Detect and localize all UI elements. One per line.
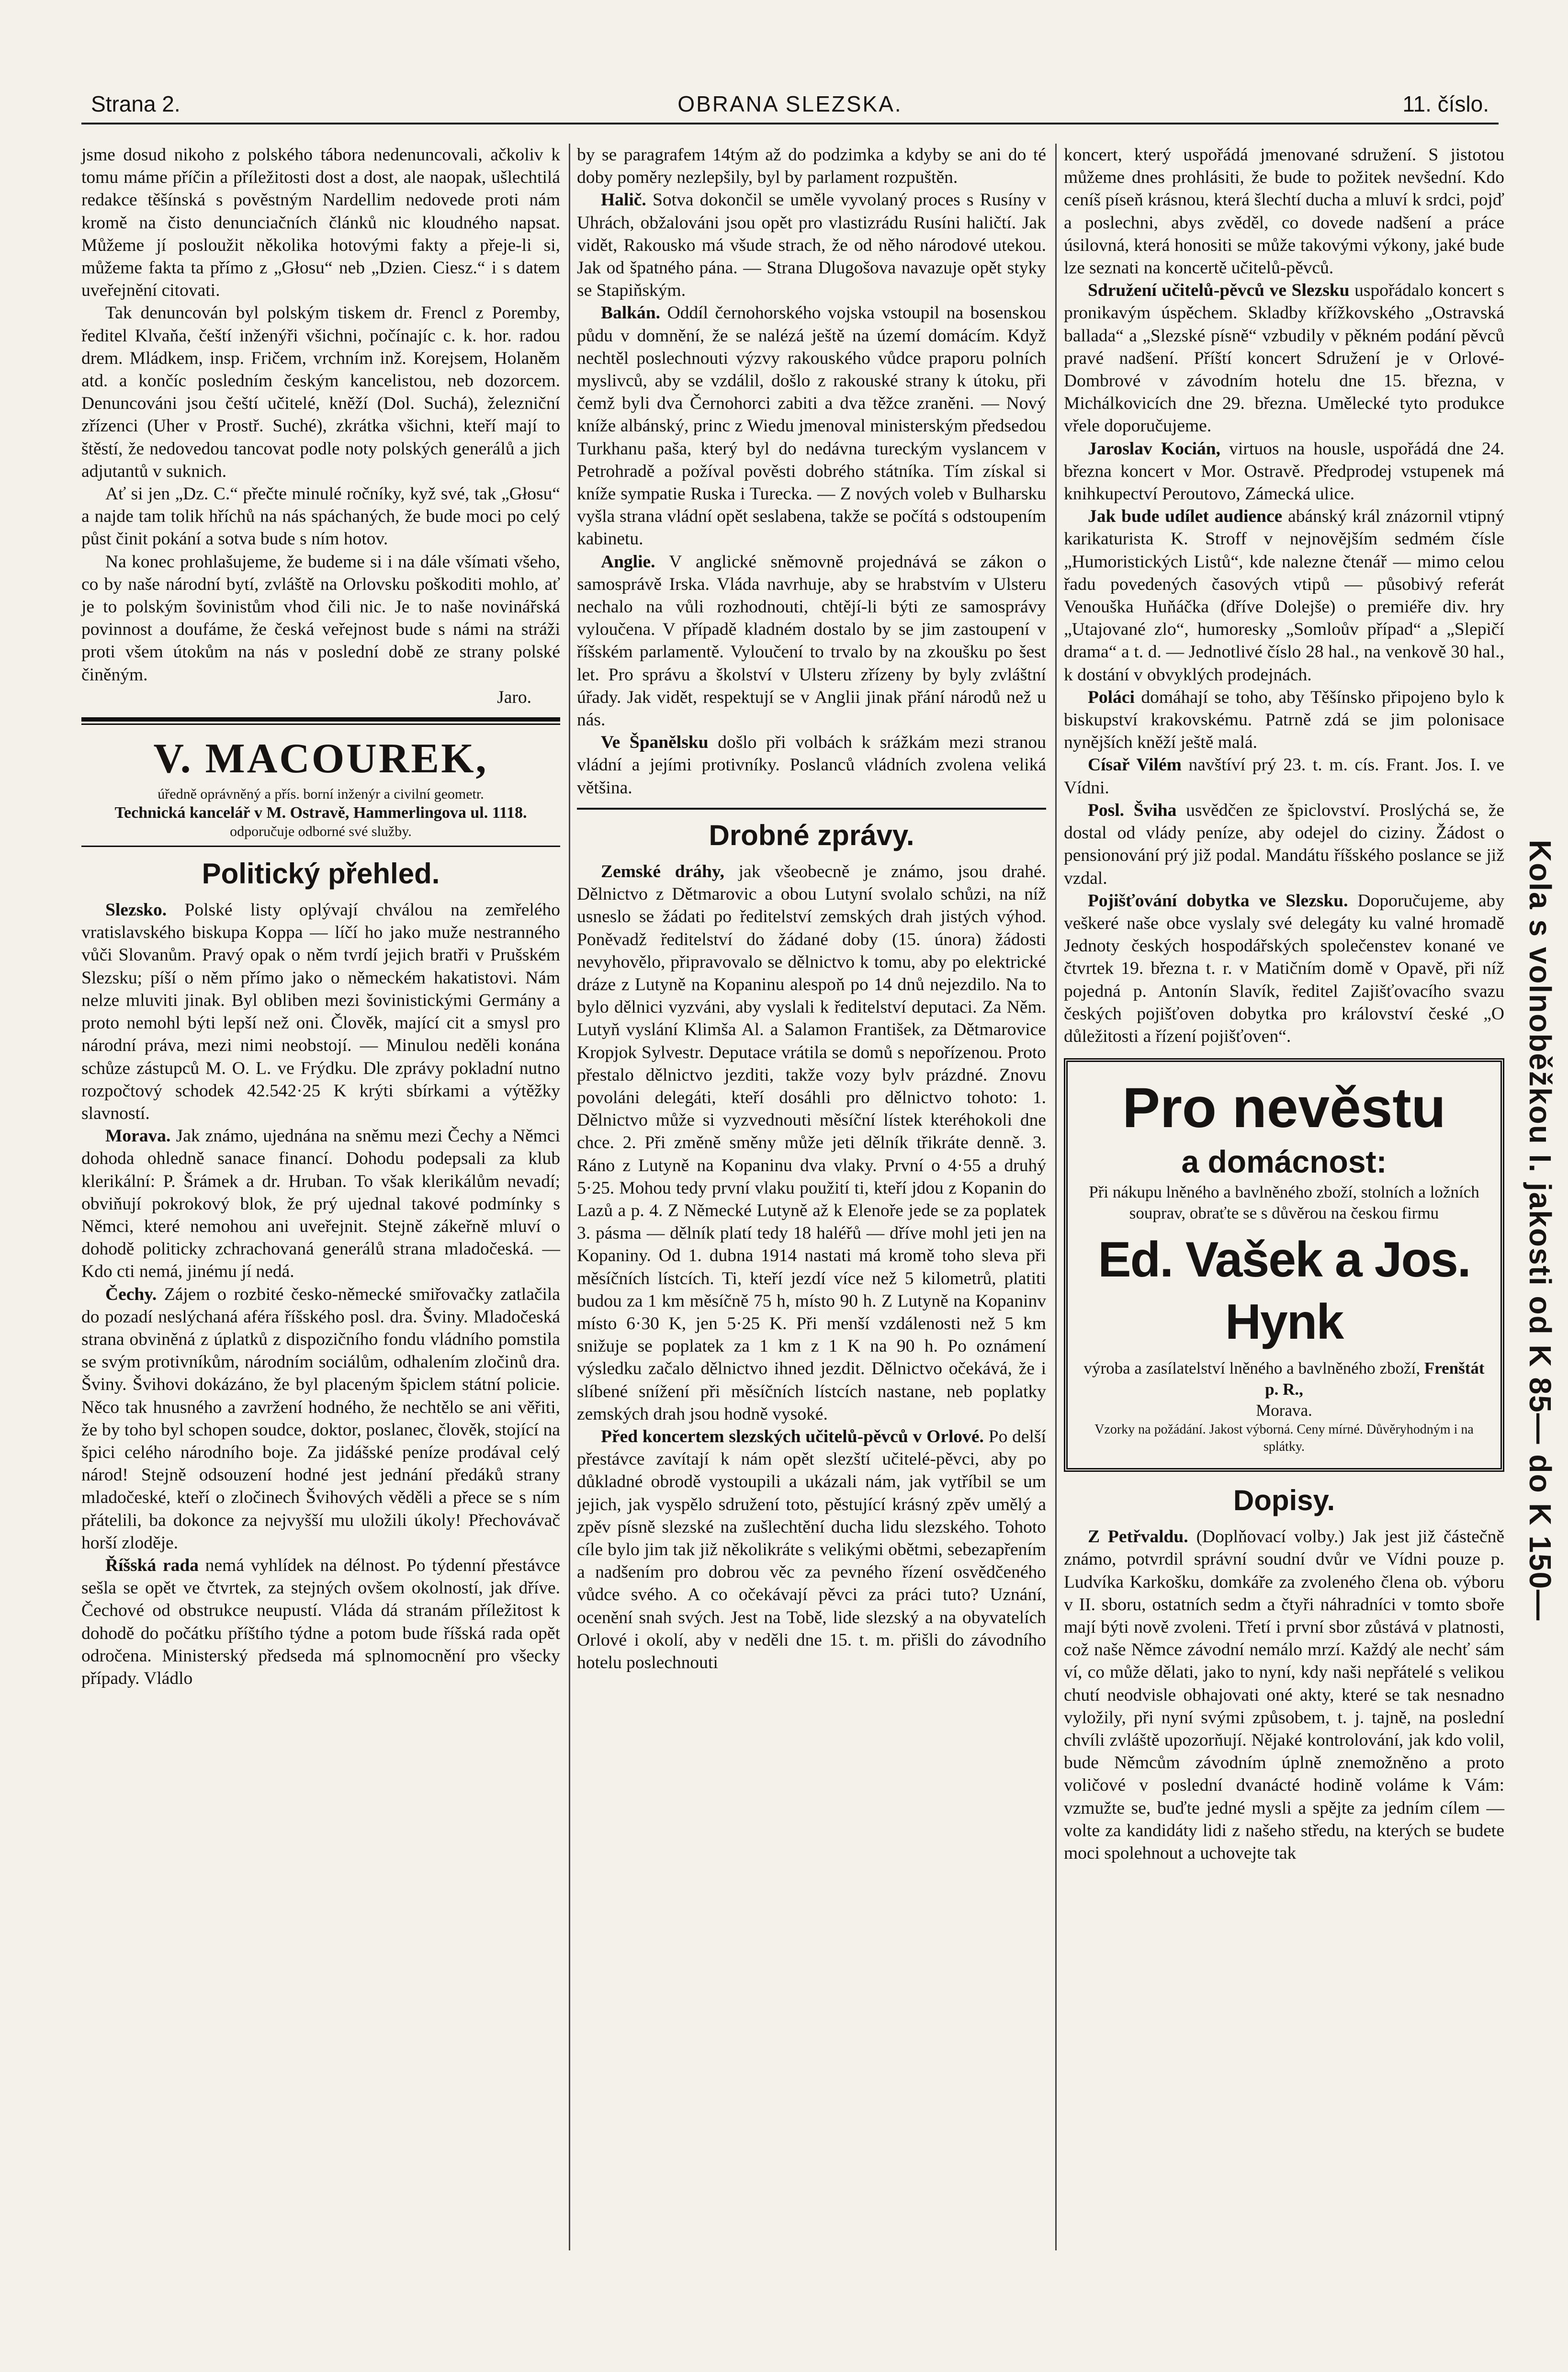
news-text: virtuos na housle, uspořádá dne 24. března koncert v Mor. Ostravě. Předprodej vstupenek má knihkupectví Peroutovo, Zámecká ulice. — [1064, 439, 1505, 504]
news-label: Pojišťování dobytka ve Slezsku. — [1088, 891, 1348, 911]
article-paragraph: by se paragrafem 14tým až do podzimka a kdyby se ani do té doby poměry nezlepšily, byl by parlament rozpuštěn. — [577, 145, 1046, 188]
news-label: Císař Vilém — [1088, 755, 1182, 775]
section-rule — [577, 808, 1046, 810]
news-text: nemá vyhlídek na délnost. Po týdenní přestávce sešla se opět ve čtvrtek, za stejných ovšem okolností, jak dříve. Čechové od obstrukce neupustí. Vláda dá stranám příležitost k dohodě do počátku příštího týdne a potom bude říšská rada opět odročena. Ministerský předseda má splnomocnění pro všecky případy. Vládlo — [81, 1555, 560, 1688]
news-text: Zájem o rozbité česko-německé smiřovačky zatlačila do pozadí neslýchaná aféra říšského posl. dra. Šviny. Mladočeská strana obviněná z úplatků z dispozičního fondu vládního pomstila se svým protivníkům, národním sociálům, odhalením zločinů dra. Šviny. Švihovi dokázáno, že byl placeným špiclem státní policie. Něco tak hnusného a zavržení hodného, že nechtělo se ani věřiti, že by toho byl schopen soudce, doktor, poslanec, člověk, stojící na špici celého národního boje. Za jidášské peníze prodával celý národ! Stejně odsouzení hodné jest jednání předáků strany mladočeské, kteří o zločinech Švihových věděli a přece se s ním přátelili, ba dokonce za nejvyšší mu uložili úkoly! Přechovávač horší zloděje. — [81, 1284, 560, 1553]
news-text: V anglické sněmovně projednává se zákon o samosprávě Irska. Vláda navrhuje, aby se hrabstvím v Ulsteru nechalo na vůli rozhodnouti, chtějí-li býti ze samosprávy vyloučena. V případě kladném dostalo by se jim zastoupení v říšském parlamentě. Vyloučení to trvalo by na zkoušku po šest let. Pro správu a školství v Ulsteru zřízeny by byly zvláštní úřady. Jak vidět, respektují se v Anglii jinak přání národů než u nás. — [577, 552, 1046, 730]
news-label: Poláci — [1088, 687, 1135, 707]
ad-place: Frenštát p. R., — [1265, 1359, 1485, 1399]
article-paragraph: Tak denuncován byl polským tiskem dr. Frencl z Poremby, ředitel Klvaňa, čeští inženýři všichni, počínajíc c. k. hor. radou drem. Mládkem, insp. Fričem, vrchním inž. Korejsem, Holaněm atd. a končíc posledním českým kancelistou, neb dozorcem. Denuncováni jsou čeští učitelé, kněží (Dol. Suchá), železniční zřízenci (Uher v Prostř. Suché), zkrátka všichni, kteří mají to štěstí, že nedovedou tancovat podle noty polských generálů a jich adjutantů v suknich. — [81, 303, 560, 481]
ad-text: Morava. — [1256, 1401, 1312, 1420]
side-vertical-ad — [1519, 747, 1562, 1714]
news-label: Slezsko. — [105, 900, 167, 920]
news-text: Doporučujeme, aby veškeré naše obce vyslaly své delegáty ku valné hromadě Jednoty českých hospodářských společenstev konané ve čtvrtek 19. března t. r. v Matičním domě v Opavě, při níž pojedná p. Antonín Slavík, ředitel Zajišťovacího svazu českých pojišťoven dobytka pro království české „O důležitosti a řízení pojišťoven“. — [1064, 891, 1504, 1046]
column-divider — [569, 144, 570, 2250]
news-label: Z Petřvaldu. — [1088, 1527, 1188, 1547]
header-rule — [81, 123, 1499, 124]
column-3 — [1064, 144, 1504, 1864]
news-text: Oddíl černohorského vojska vstoupil na bosenskou půdu v domnění, že se nalézá ještě na území domácím. Když nechtěl poslechnouti výzvy rakouského vůdce praporu polních myslivců, aby se vzdálil, došlo z rakouské strany k útoku, při čemž byli dva Černohorci zabiti a dva těžce zraněni. — Nový kníže albánský, princ z Wiedu jmenoval ministerským předsedou Turkhanu paša, který byl do nedávna tureckým vyslancem v Petrohradě a požíval pověsti dobrého státníka. Tím získal si kníže sympatie Ruska i Turecka. — Z nových voleb v Bulharsku vyšla strana vládní opět seslabena, takže se počítá s odstoupením kabinetu. — [577, 303, 1047, 549]
news-text: abánský král znázornil vtipný karikaturista K. Stroff v nejnovějším sedmém čísle „Humoristických Listů“, kde nalezne čtenář — mimo celou řadu povedených časových vtipů — působivý referát Venouška Huňáčka (dříve Dolejše) o premiéře div. hry „Utajované zlo“, humoresky „Somloův případ“ a „Slepičí drama“ a t. d. — Jednotlivé číslo 28 hal., na venkově 30 hal., k dostání v obvyklých prodejnách. — [1064, 507, 1504, 685]
news-label: Anglie. — [601, 552, 655, 572]
ad-text: Při nákupu lněného a bavlněného zboží, stolních a ložních souprav, obraťte se s důvěrou na českou firmu — [1089, 1183, 1479, 1223]
column-2 — [577, 144, 1046, 1674]
page-header — [81, 91, 1499, 124]
news-text: (Doplňovací volby.) Jak jest již částečně známo, potvrdil správní soudní dvůr ve Vídni pouze p. Ludvíka Karkošku, domkáře za zvoleného člena ob. výboru v II. sboru, ostatních sedm a čtyři náhradníci v tomto sboře mají býti nově zvoleni. Třetí i první sbor zůstává v platnosti, což naše Němce závodní nemálo mrzí. Každý ale nechť sám ví, co může dělati, jako to nyní, kdy naši nepřátelé s velikou chutí neodvisle obhajovati oné akty, které se tak nesnadno vyložily, při nyní svými způsobem, t. j. tajně, na poslední chvíli zvláště upozorňují. Nějaké kontrolování, jak kdo volil, bude Němcům závodním úplně znemožněno a proto voličové v poslední dvanácté hodině voláme k Vám: vzmužte se, buďte jedné mysli a spějte za jedním cílem — volte za kandidáty lidi z našeho středu, na kterých se budete moci spolehnout a uchovejte tak — [1064, 1527, 1505, 1863]
news-text: Polské listy oplývají chválou na zemřelého vratislavského biskupa Koppa — líčí ho jako muže nestranného vůči Slovanům. Pravý opak o něm tvrdí jejich bratři v Prušském Slezsku; píší o něm přímo jako o německém hakatistovi. Nám nelze mluviti jinak. Byl obliben mezi šovinistickými Germány a proto nemohl býti lepší než oni. Člověk, mající cit a smysl pro národní práva, mezi nimi neobstojí. — Minulou neděli konána schůze zástupců M. O. L. ve Frýdku. Dle zprávy pokladní nutno rozpočtový schodek 42.542·25 K krýti sbírkami a výtěžky slavností. — [81, 900, 560, 1123]
news-text: navštíví prý 23. t. m. cís. Frant. Jos. I. ve Vídni. — [1064, 755, 1504, 798]
news-label: Halič. — [601, 190, 646, 210]
ad-firm-name: Ed. Vašek a Jos. Hynk — [1098, 1232, 1470, 1350]
news-text: usvědčen ze špiclovství. Proslýchá se, že dostal od vlády peníze, aby odejel do ciziny. Žádost o pensionování prý již podal. Mandátu říšského poslance se již vzdal. — [1064, 800, 1504, 888]
news-label: Čechy. — [105, 1284, 157, 1304]
news-text: uspořádalo koncert s pronikavým úspěchem. Skladby křížkovského „Ostravská ballada“ a „Slezské písně“ vzbudily v pěkném podání pěvců pravé nadšení. Příští koncert Sdružení je v Orlové-Dombrové v závodním hotelu dne 15. března, v Michálkovicích dne 29. března. Umělecké tyto produkce vřele doporučujeme. — [1064, 281, 1505, 436]
article-paragraph: koncert, který uspořádá jmenované sdružení. S jistotou můžeme dnes prohlásiti, že bude to požitek nevšední. Kdo ceníš píseň krásnou, která šlechtí ducha a mluví k srdci, pojď a poslechni, abys zvěděl, co dovede nadšení a práce úsilovná, která honositi se může takovými výkony, jaké bude lze seznati na koncertě učitelů-pěvců. — [1064, 145, 1504, 278]
section-heading: Dopisy. — [1233, 1484, 1335, 1517]
news-text: Jak známo, ujednána na sněmu mezi Čechy a Němci dohoda ohledně sanace financí. Dohodu podepsali za klub klerikální: P. Šrámek a dr. Hruban. To však klerikálům nevadí; obviňují pokrokový blok, že prý ujednal takové podmínky s Němci, které nemohou ani uveřejnit. Stejně zákeřně mluví o dohodě politicky zchrachovaná generálů strana mladočeská. — Kdo cti nemá, jinému jí nedá. — [81, 1126, 560, 1282]
column-1 — [81, 144, 560, 1690]
news-text: domáhají se toho, aby Těšínsko připojeno bylo k biskupství krakovskému. Patrně zdá se jim polonisace nynějších kněží ještě malá. — [1064, 687, 1505, 753]
news-text: Sotva dokončil se uměle vyvolaný proces s Rusíny v Uhrách, obžalováni jsou opět pro vlastizrádu Rusíni haličtí. Jak vidět, Rakousko má všude strach, že od něho národové utekou. Jak od špatného pána. — Strana Dlugošova navazuje opět styky se Stapiňským. — [577, 190, 1046, 301]
ad-rule — [81, 846, 560, 847]
ad-rule — [81, 723, 560, 725]
ad-subheadline: a domácnost: — [1181, 1144, 1387, 1180]
news-label: Před koncertem slezských učitelů-pěvců v Orlové. — [601, 1426, 984, 1446]
advertisement-macourek — [81, 717, 560, 847]
news-label: Posl. Šviha — [1088, 800, 1177, 820]
news-label: Morava. — [105, 1126, 171, 1146]
news-label: Zemské dráhy, — [601, 861, 724, 881]
news-text: jak všeobecně je známo, jsou drahé. Dělnictvo z Dětmarovic a obou Lutyní svolalo schůzi, na níž usneslo se žádati po ředitelství zemských drah jistých výhod. Poněvadž ředitelství do žádané doby (15. února) žádosti nevyhovělo, připravovalo se dělnictvo k tomu, aby po elektrické dráze z Lutyně na Kopaninu alespoň po 14 dnů nejezdilo. Na to bylo dělnici vyzváni, aby vyslali k ředitelství deputaci. Za Něm. Lutyň vyslání Klimša Al. a Salamon František, za Dětmarovice Kropjok Sylvestr. Deputace vrátila se domů s nepořízenou. Proto přestalo dělnictvo jezditi, takže vozy bylv prázdné. Znovu povoláni delegáti, kteří dosáhli pro dělnictvo tohoto: 1. Dělnictvo může si vyzvednouti měsíční lístek kteréhokoli dne chce. 2. Při změně směny může jeti dělník třikráte denně. 3. Ráno z Lutyně na Kopaninu dva vlaky. První o 4·55 a druhý 5·25. Mohou tedy první vlaku použití ti, kteří jdou z Kopanin do Lazů a p. 4. Z Německé Lutyně až k Elenoře jede se za poplatek 3. pásma — dělník platí tedy 18 haléřů — dříve mohl jeti jen na Kopaniny. Od 1. dubna 1914 nastati má kromě toho sleva při měsíčních lístcích. Ti, kteří jezdí více než 5 kilometrů, platiti budou za 1 km měsíčně 75 h, místo 90 h. Z Lutyně na Kopaninv místo 6·30 K, jen 5·25 K. Při menší vzdálenosti než 5 km snižuje se poplatek za 1 km z 1 K na 90 h. Po oznámení výsledku začalo dělnictvo ihned jezdit. Dělnictvo očekává, že i slíbené snížení při měsíčních lístcích nastane, neb poplatky zemských drah jsou hodně vysoké. — [577, 861, 1046, 1424]
ad-line: odporučuje odborné své služby. — [230, 824, 412, 840]
news-label: Říšská rada — [105, 1555, 199, 1575]
masthead-title: OBRANA SLEZSKA. — [677, 91, 902, 116]
ad-headline: Pro nevěstu — [1122, 1076, 1446, 1140]
news-label: Sdružení učitelů-pěvců ve Slezsku — [1088, 281, 1350, 301]
advertisement-vasek-hynk — [1064, 1058, 1504, 1472]
ad-text: výroba a zasílatelství lněného a bavlněného zboží, — [1083, 1359, 1421, 1378]
side-ad-text: Kola s volnoběžkou I. jakosti od K 85— do K 150— — [1523, 839, 1557, 1622]
section-heading: Drobné zprávy. — [709, 819, 914, 851]
article-paragraph: Ať si jen „Dz. C.“ přečte minulé ročníky, kyž své, tak „Głosu“ a najde tam tolik hříchů na nás spáchaných, že bude moci po celý půst činit pokání a sotva bude s ním hotov. — [81, 484, 560, 549]
ad-rule — [81, 717, 560, 722]
page-number: Strana 2. — [91, 91, 180, 116]
issue-number: 11. číslo. — [1402, 91, 1489, 116]
news-text: došlo při volbách k srážkám mezi stranou vládní a jejími protivníky. Poslanců vládních zvolena veliká většina. — [577, 733, 1047, 798]
news-label: Ve Španělsku — [601, 733, 709, 753]
news-label: Jak bude udílet audience — [1088, 507, 1283, 527]
column-divider — [1055, 144, 1057, 2250]
ad-small-print: Vzorky na požádání. Jakost výborná. Ceny mírné. Důvěryhodným i na splátky. — [1094, 1422, 1474, 1455]
section-heading: Politický přehled. — [202, 858, 440, 890]
news-label: Balkán. — [601, 303, 661, 323]
article-paragraph: jsme dosud nikoho z polského tábora nedenuncovali, ačkoliv k tomu máme příčin a příležitosti dost a dost, ale naopak, ušlechtilá redakce těšínská s pověstným Nardellim nedovede proti nám kromě na čisto denunciačních článků nic kloudného napsat. Můžeme jí posloužit několika hotovými fakty a přeje-li si, můžeme fakta ta přímo z „Głosu“ neb „Dzien. Ciesz.“ i s datem uveřejnění citovati. — [81, 145, 560, 301]
article-paragraph: Na konec prohlašujeme, že budeme si i na dále všímati všeho, co by naše národní bytí, zvláště na Orlovsku poškoditi mohlo, ať je to polským šovinistům vhod čili nic. Je to naše novinářská povinnost a doufáme, že česká veřejnost bude s námi na stráži proti všem útokům na nás v poslední době ze strany polské činěným. — [81, 552, 560, 685]
ad-line: úředně oprávněný a přís. borní inženýr a civilní geometr. — [158, 786, 484, 802]
news-label: Jaroslav Kocián, — [1088, 439, 1220, 459]
news-text: Po delší přestávce zavítají k nám opět slezští učitelé-pěvci, aby po důkladné obrodě vystoupili a ukázali nám, jak vytříbil se um jejich, jak vyspělo sdružení toto, pěstující krásný zpěv umělý a zpěv písně slezské na zušlechtění ducha lidu slezského. Tohoto cíle bylo jim tak již několikráte s velikými obětmi, sebezapřením a nadšením pro dobrou věc za pevného řízení osvědčeného vůdce svého. A co očekávají pěvci za práci tuto? Uznání, ocenění snah svých. Jest na Tobě, lide slezský a na obyvatelích Orlové i okolí, aby v neděli dne 15. t. m. přišli do závodního hotelu poslechnouti — [577, 1426, 1046, 1672]
article-signature: Jaro. — [497, 687, 531, 707]
ad-name: V. MACOUREK, — [153, 735, 488, 782]
ad-line: Technická kancelář v M. Ostravě, Hammerlingova ul. 1118. — [114, 804, 527, 822]
